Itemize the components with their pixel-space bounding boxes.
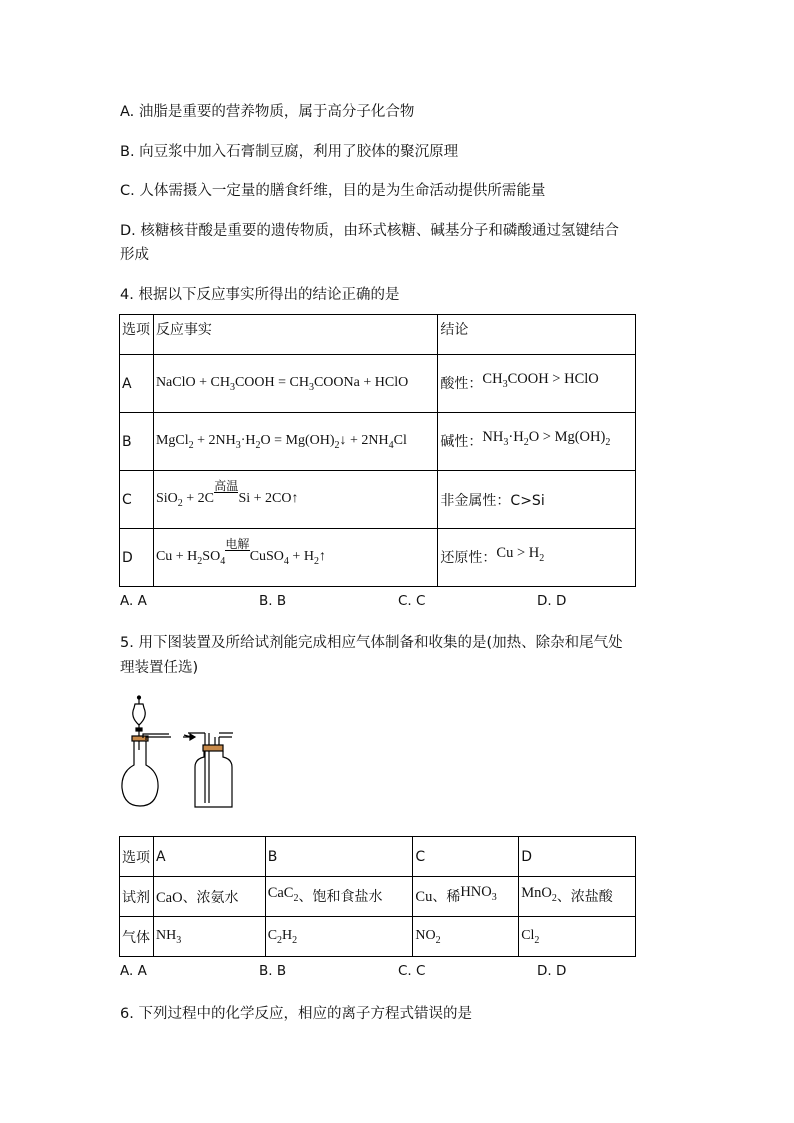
flask-icon <box>122 734 171 806</box>
q4-answer-a: A. A <box>120 593 147 609</box>
q5-header-c: C <box>413 837 519 877</box>
q4-row-d-label: D <box>120 529 154 587</box>
q6-stem: 6. 下列过程中的化学反应，相应的离子方程式错误的是 <box>120 1006 472 1022</box>
gas-bottle-icon <box>183 733 233 807</box>
q4-row-c-conclusion: 非金属性：C>Si <box>438 471 636 529</box>
apparatus-figure <box>115 695 245 815</box>
q4-header-option: 选项 <box>120 315 154 355</box>
q5-reagent-c: Cu、稀$HNO_3$ <box>413 877 519 917</box>
q4-row-a-label: A <box>120 355 154 413</box>
q3-option-c: C. 人体需摄入一定量的膳食纤维，目的是为生命活动提供所需能量 <box>120 183 546 199</box>
q5-header-a: A <box>153 837 265 877</box>
q3-option-d-cont: 形成 <box>120 247 149 263</box>
q4-stem: 4. 根据以下反应事实所得出的结论正确的是 <box>120 287 400 303</box>
q5-reagent-b: CaC$_2$、饱和食盐水 <box>265 877 413 917</box>
q5-stem-cont: 理装置任选) <box>120 660 199 676</box>
q4-table <box>119 314 636 587</box>
table-row <box>120 471 636 529</box>
q5-reagent-label: 试剂 <box>120 877 154 917</box>
q3-option-d: D. 核糖核苷酸是重要的遗传物质，由环式核糖、碱基分子和磷酸通过氢键结合 <box>120 223 619 239</box>
q4-row-b-conclusion: 碱性：$NH_3\cdot H_2O > Mg(OH)_2$ <box>438 413 636 471</box>
q5-reagent-a: CaO、浓氨水 <box>153 877 265 917</box>
q5-gas-a: $NH_3$ <box>153 917 265 957</box>
q4-row-b-label: B <box>120 413 154 471</box>
q5-header-b: B <box>265 837 413 877</box>
q3-option-b: B. 向豆浆中加入石膏制豆腐，利用了胶体的聚沉原理 <box>120 144 459 160</box>
q5-gas-label: 气体 <box>120 917 154 957</box>
q5-gas-b: $C_2H_2$ <box>265 917 413 957</box>
table-row <box>120 837 636 877</box>
q5-answer-b: B. B <box>259 963 287 979</box>
table-row <box>120 315 636 355</box>
q3-option-a: A. 油脂是重要的营养物质，属于高分子化合物 <box>120 104 415 120</box>
q5-header-option: 选项 <box>120 837 154 877</box>
q5-gas-d: $Cl_2$ <box>519 917 636 957</box>
q4-answer-d: D. D <box>537 593 567 609</box>
q5-header-d: D <box>519 837 636 877</box>
condition-electrolysis: 电解 <box>225 536 250 551</box>
condition-high-temp: 高温 <box>214 478 239 493</box>
q4-header-conclusion: 结论 <box>438 315 636 355</box>
table-row <box>120 877 636 917</box>
q4-row-c-reaction: SiO$_2$ + 2C 高温 Si + 2CO↑ <box>153 471 437 529</box>
separatory-funnel-icon <box>133 696 145 750</box>
q4-answer-c: C. C <box>398 593 426 609</box>
q5-answer-c: C. C <box>398 963 426 979</box>
q5-table <box>119 836 636 957</box>
q5-reagent-d: MnO$_2$、浓盐酸 <box>519 877 636 917</box>
q4-row-a-conclusion: 酸性：$CH_3COOH$ > HClO <box>438 355 636 413</box>
table-row <box>120 529 636 587</box>
q4-header-fact: 反应事实 <box>153 315 437 355</box>
table-row <box>120 917 636 957</box>
q4-row-c-label: C <box>120 471 154 529</box>
q4-row-b-reaction: MgCl$_2$ + $2NH_3\cdot H_2O$ = $Mg(OH)_2↓ + 2NH_4Cl$ <box>153 413 437 471</box>
table-row <box>120 355 636 413</box>
table-row <box>120 413 636 471</box>
q5-gas-c: $NO_2$ <box>413 917 519 957</box>
q5-answer-a: A. A <box>120 963 147 979</box>
q4-row-d-reaction: $Cu + H_2SO_4$ 电解 CuSO$_4$ + $H_2↑$ <box>153 529 437 587</box>
q5-answer-d: D. D <box>537 963 567 979</box>
q4-answer-b: B. B <box>259 593 287 609</box>
q4-row-d-conclusion: 还原性：$Cu > H_2$ <box>438 529 636 587</box>
q5-stem: 5. 用下图装置及所给试剂能完成相应气体制备和收集的是(加热、除杂和尾气处 <box>120 635 623 651</box>
q4-row-a-reaction: NaClO + $CH_3COOH$ = $CH_3COONa$ + HClO <box>153 355 437 413</box>
